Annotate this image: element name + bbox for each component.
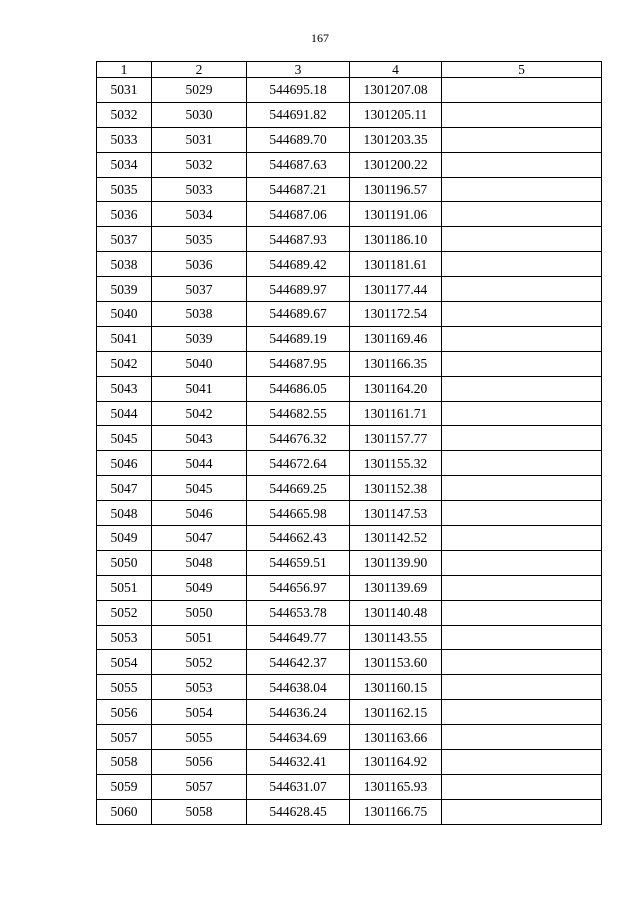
table-cell: 1301166.75: [350, 799, 442, 824]
table-cell: [442, 675, 602, 700]
table-cell: 5031: [152, 127, 247, 152]
table-cell: 5055: [97, 675, 152, 700]
table-cell: 5048: [97, 501, 152, 526]
table-cell: 5058: [152, 799, 247, 824]
table-cell: 5047: [97, 476, 152, 501]
table-cell: 5039: [97, 277, 152, 302]
table-cell: 5032: [97, 102, 152, 127]
table-cell: 5040: [97, 302, 152, 327]
table-cell: 544689.19: [247, 326, 350, 351]
table-cell: 5058: [97, 750, 152, 775]
table-cell: 5032: [152, 152, 247, 177]
table-cell: 544687.06: [247, 202, 350, 227]
table-cell: 1301140.48: [350, 600, 442, 625]
table-cell: [442, 252, 602, 277]
table-cell: 5052: [97, 600, 152, 625]
table-cell: [442, 401, 602, 426]
table-cell: 5033: [152, 177, 247, 202]
table-row: [97, 575, 602, 600]
table-cell: 1301181.61: [350, 252, 442, 277]
table-cell: 544676.32: [247, 426, 350, 451]
table-body: [97, 78, 602, 825]
table-cell: 5038: [97, 252, 152, 277]
table-cell: 1301164.20: [350, 376, 442, 401]
table-cell: [442, 774, 602, 799]
table-row: [97, 625, 602, 650]
table-cell: 1301164.92: [350, 750, 442, 775]
table-cell: 1301161.71: [350, 401, 442, 426]
table-row: [97, 351, 602, 376]
table-cell: 5029: [152, 78, 247, 103]
table-row: [97, 78, 602, 103]
table-cell: 544682.55: [247, 401, 350, 426]
table-cell: 1301196.57: [350, 177, 442, 202]
table-cell: 5055: [152, 725, 247, 750]
table-row: [97, 401, 602, 426]
table-row: [97, 451, 602, 476]
table-cell: 544689.42: [247, 252, 350, 277]
table-cell: 1301172.54: [350, 302, 442, 327]
table-row: [97, 102, 602, 127]
table-cell: 1301152.38: [350, 476, 442, 501]
table-cell: [442, 326, 602, 351]
table-cell: [442, 750, 602, 775]
table-cell: 544695.18: [247, 78, 350, 103]
table-cell: [442, 376, 602, 401]
table-cell: 5052: [152, 650, 247, 675]
table-cell: 544653.78: [247, 600, 350, 625]
table-cell: 5056: [152, 750, 247, 775]
table-row: [97, 376, 602, 401]
table-row: [97, 675, 602, 700]
table-cell: 5050: [152, 600, 247, 625]
table-cell: 5043: [152, 426, 247, 451]
table-cell: 544689.70: [247, 127, 350, 152]
table-cell: 544656.97: [247, 575, 350, 600]
table-cell: 544691.82: [247, 102, 350, 127]
table-row: [97, 501, 602, 526]
table-cell: 5033: [97, 127, 152, 152]
table-cell: 5035: [152, 227, 247, 252]
table-cell: 544665.98: [247, 501, 350, 526]
table-cell: 1301177.44: [350, 277, 442, 302]
table-cell: 5045: [97, 426, 152, 451]
table-cell: 544689.67: [247, 302, 350, 327]
table-cell: 5037: [97, 227, 152, 252]
table-cell: [442, 302, 602, 327]
table-cell: [442, 550, 602, 575]
table-row: [97, 426, 602, 451]
table-row: [97, 127, 602, 152]
table-cell: 5043: [97, 376, 152, 401]
table-cell: 5030: [152, 102, 247, 127]
table-cell: [442, 451, 602, 476]
table-cell: 1301153.60: [350, 650, 442, 675]
table-cell: 1301166.35: [350, 351, 442, 376]
column-header: 3: [247, 62, 350, 78]
table-cell: 5036: [97, 202, 152, 227]
table-cell: 1301205.11: [350, 102, 442, 127]
table-cell: 544659.51: [247, 550, 350, 575]
table-row: [97, 476, 602, 501]
table-cell: 1301200.22: [350, 152, 442, 177]
table-cell: 5053: [152, 675, 247, 700]
table-cell: [442, 575, 602, 600]
table-cell: 5050: [97, 550, 152, 575]
table-cell: 5036: [152, 252, 247, 277]
table-row: [97, 202, 602, 227]
table-cell: 5034: [152, 202, 247, 227]
table-cell: [442, 102, 602, 127]
table-row: [97, 650, 602, 675]
table-cell: [442, 700, 602, 725]
table-row: [97, 326, 602, 351]
table-cell: 5037: [152, 277, 247, 302]
table-cell: 5041: [152, 376, 247, 401]
table-row: [97, 152, 602, 177]
table-cell: 544662.43: [247, 526, 350, 551]
table-cell: 5045: [152, 476, 247, 501]
table-cell: 1301147.53: [350, 501, 442, 526]
table-cell: 5057: [97, 725, 152, 750]
table-row: [97, 799, 602, 824]
table-cell: 5049: [97, 526, 152, 551]
table-header-row: [97, 62, 602, 78]
table-cell: 5042: [152, 401, 247, 426]
table-cell: 544642.37: [247, 650, 350, 675]
table-cell: [442, 227, 602, 252]
table-cell: 5048: [152, 550, 247, 575]
table-cell: 5046: [97, 451, 152, 476]
table-cell: 5059: [97, 774, 152, 799]
table-row: [97, 526, 602, 551]
table-row: [97, 600, 602, 625]
table-cell: [442, 127, 602, 152]
table-cell: 5060: [97, 799, 152, 824]
table-cell: 5041: [97, 326, 152, 351]
table-row: [97, 302, 602, 327]
table-cell: 5051: [152, 625, 247, 650]
table-cell: 1301160.15: [350, 675, 442, 700]
table-cell: 5049: [152, 575, 247, 600]
table-cell: 1301165.93: [350, 774, 442, 799]
column-header: 2: [152, 62, 247, 78]
table-cell: [442, 277, 602, 302]
column-header: 4: [350, 62, 442, 78]
table-row: [97, 277, 602, 302]
table-cell: [442, 202, 602, 227]
table-cell: 1301169.46: [350, 326, 442, 351]
table-cell: 1301163.66: [350, 725, 442, 750]
table-row: [97, 177, 602, 202]
table-cell: 1301186.10: [350, 227, 442, 252]
table-cell: 544638.04: [247, 675, 350, 700]
table-cell: 5038: [152, 302, 247, 327]
table-cell: 5035: [97, 177, 152, 202]
table-cell: [442, 351, 602, 376]
table-cell: 5044: [152, 451, 247, 476]
table-row: [97, 252, 602, 277]
table-cell: [442, 78, 602, 103]
table-cell: 5051: [97, 575, 152, 600]
table-cell: 5057: [152, 774, 247, 799]
table-cell: 544687.95: [247, 351, 350, 376]
table-cell: 544628.45: [247, 799, 350, 824]
table-cell: 5054: [152, 700, 247, 725]
table-cell: 544687.21: [247, 177, 350, 202]
table-cell: 544672.64: [247, 451, 350, 476]
table-cell: [442, 152, 602, 177]
table-row: [97, 750, 602, 775]
table-cell: 1301155.32: [350, 451, 442, 476]
table-cell: 1301157.77: [350, 426, 442, 451]
table-row: [97, 725, 602, 750]
table-cell: 5053: [97, 625, 152, 650]
table-cell: 5042: [97, 351, 152, 376]
table-cell: [442, 476, 602, 501]
table-row: [97, 227, 602, 252]
table-row: [97, 774, 602, 799]
table-cell: [442, 501, 602, 526]
table-cell: 5031: [97, 78, 152, 103]
table-cell: 1301139.90: [350, 550, 442, 575]
table-cell: [442, 526, 602, 551]
table-cell: 544632.41: [247, 750, 350, 775]
column-header: 5: [442, 62, 602, 78]
table-cell: [442, 799, 602, 824]
table-cell: 1301142.52: [350, 526, 442, 551]
table-cell: 544636.24: [247, 700, 350, 725]
table-cell: 1301143.55: [350, 625, 442, 650]
table-cell: 544687.63: [247, 152, 350, 177]
table-cell: 5039: [152, 326, 247, 351]
table-cell: 5044: [97, 401, 152, 426]
table-cell: 5034: [97, 152, 152, 177]
table-row: [97, 550, 602, 575]
table-cell: 1301162.15: [350, 700, 442, 725]
table-cell: 1301203.35: [350, 127, 442, 152]
table-cell: 5056: [97, 700, 152, 725]
table-cell: 5040: [152, 351, 247, 376]
table-cell: [442, 177, 602, 202]
table-cell: 5054: [97, 650, 152, 675]
table-cell: 544686.05: [247, 376, 350, 401]
table-cell: 1301191.06: [350, 202, 442, 227]
coordinates-table: [96, 61, 602, 825]
table-cell: [442, 725, 602, 750]
table-cell: 1301207.08: [350, 78, 442, 103]
table-cell: 544669.25: [247, 476, 350, 501]
page-number: 167: [311, 31, 329, 45]
table-cell: 544634.69: [247, 725, 350, 750]
table-cell: 1301139.69: [350, 575, 442, 600]
table-cell: 544689.97: [247, 277, 350, 302]
table-cell: 544687.93: [247, 227, 350, 252]
table-cell: [442, 650, 602, 675]
table-row: [97, 700, 602, 725]
table-cell: [442, 426, 602, 451]
table-cell: [442, 625, 602, 650]
table-cell: [442, 600, 602, 625]
table-cell: 5047: [152, 526, 247, 551]
table-cell: 544631.07: [247, 774, 350, 799]
table-cell: 544649.77: [247, 625, 350, 650]
table-cell: 5046: [152, 501, 247, 526]
column-header: 1: [97, 62, 152, 78]
